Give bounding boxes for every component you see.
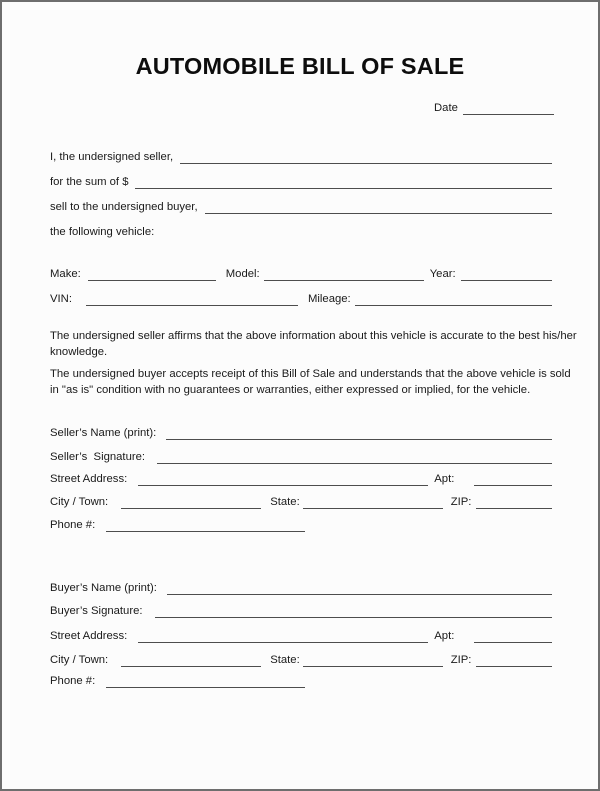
seller-street-label: Street Address:: [50, 473, 128, 485]
seller-street-field-line[interactable]: [138, 471, 428, 486]
following-vehicle-row: [50, 223, 552, 239]
seller-name-field-line[interactable]: [166, 425, 552, 440]
vin-label: VIN:: [50, 293, 72, 305]
seller-apt-label: Apt:: [434, 473, 455, 485]
buyer-signature-row: [50, 602, 552, 618]
seller-signature-row: [50, 448, 552, 464]
seller-state-field-line[interactable]: [303, 494, 443, 509]
undersigned-seller-field-line[interactable]: [180, 149, 552, 164]
date-label: Date: [434, 102, 458, 114]
buyer-acknowledgment-line-1: The undersigned buyer accepts receipt of this Bill of Sale and understands that the above vehicle is sold: [50, 368, 571, 380]
buyer-state-field-line[interactable]: [303, 652, 443, 667]
sum-field-line[interactable]: [135, 174, 553, 189]
seller-affirmation-text: [50, 328, 590, 360]
seller-apt-field-line[interactable]: [474, 471, 552, 486]
form-title: AUTOMOBILE BILL OF SALE: [135, 53, 465, 79]
make-label: Make:: [50, 268, 81, 280]
mileage-label: Mileage:: [307, 293, 351, 305]
model-label: Model:: [225, 268, 260, 280]
seller-city-field-line[interactable]: [121, 494, 261, 509]
seller-state-label: State:: [270, 496, 300, 508]
buyer-city-state-zip-row: [50, 651, 552, 667]
model-field-line[interactable]: [264, 266, 424, 281]
seller-signature-label: Seller’s Signature:: [50, 451, 146, 463]
vin-field-line[interactable]: [86, 291, 298, 306]
buyer-name-intro-row: [50, 198, 552, 214]
buyer-phone-label: Phone #:: [50, 675, 96, 687]
seller-affirmation-line-1: The undersigned seller affirms that the above information about this vehicle is accurate to the best his/her: [50, 330, 577, 342]
date-row: [434, 99, 554, 115]
buyer-zip-label: ZIP:: [450, 654, 472, 666]
seller-zip-field-line[interactable]: [476, 494, 552, 509]
seller-city-state-zip-row: [50, 493, 552, 509]
buyer-signature-field-line[interactable]: [155, 603, 552, 618]
buyer-street-label: Street Address:: [50, 630, 128, 642]
seller-phone-row: [50, 516, 552, 532]
seller-affirmation-line-2: knowledge.: [50, 346, 108, 358]
sum-label: for the sum of $: [50, 176, 129, 188]
buyer-signature-label: Buyer’s Signature:: [50, 605, 143, 617]
undersigned-buyer-field-line[interactable]: [205, 199, 552, 214]
undersigned-seller-label: I, the undersigned seller,: [50, 151, 174, 163]
seller-city-label: City / Town:: [50, 496, 109, 508]
seller-signature-field-line[interactable]: [157, 449, 552, 464]
seller-zip-label: ZIP:: [450, 496, 472, 508]
buyer-city-field-line[interactable]: [121, 652, 261, 667]
buyer-name-field-line[interactable]: [167, 580, 552, 595]
undersigned-buyer-label: sell to the undersigned buyer,: [50, 201, 198, 213]
mileage-field-line[interactable]: [355, 291, 552, 306]
seller-name-label: Seller’s Name (print):: [50, 427, 157, 439]
make-field-line[interactable]: [88, 266, 216, 281]
vin-mileage-row: [50, 290, 552, 306]
buyer-apt-label: Apt:: [434, 630, 455, 642]
make-model-year-row: [50, 265, 552, 281]
sum-row: [50, 173, 552, 189]
seller-phone-label: Phone #:: [50, 519, 96, 531]
following-vehicle-label: the following vehicle:: [50, 226, 155, 238]
buyer-state-label: State:: [270, 654, 300, 666]
buyer-name-row: [50, 579, 552, 595]
buyer-name-label: Buyer’s Name (print):: [50, 582, 157, 594]
seller-name-intro-row: [50, 148, 552, 164]
date-field-line[interactable]: [463, 100, 554, 115]
seller-name-row: [50, 424, 552, 440]
buyer-acknowledgment-line-2: in "as is" condition with no guarantees or warranties, either expressed or implied, for the vehicle.: [50, 384, 531, 396]
buyer-zip-field-line[interactable]: [476, 652, 552, 667]
year-label: Year:: [429, 268, 456, 280]
buyer-phone-row: [50, 672, 552, 688]
seller-phone-field-line[interactable]: [106, 517, 305, 532]
buyer-city-label: City / Town:: [50, 654, 109, 666]
buyer-street-field-line[interactable]: [138, 628, 428, 643]
year-field-line[interactable]: [461, 266, 552, 281]
buyer-apt-field-line[interactable]: [474, 628, 552, 643]
buyer-phone-field-line[interactable]: [106, 673, 305, 688]
buyer-acknowledgment-text: [50, 366, 590, 398]
buyer-street-row: [50, 627, 552, 643]
seller-street-row: [50, 470, 552, 486]
